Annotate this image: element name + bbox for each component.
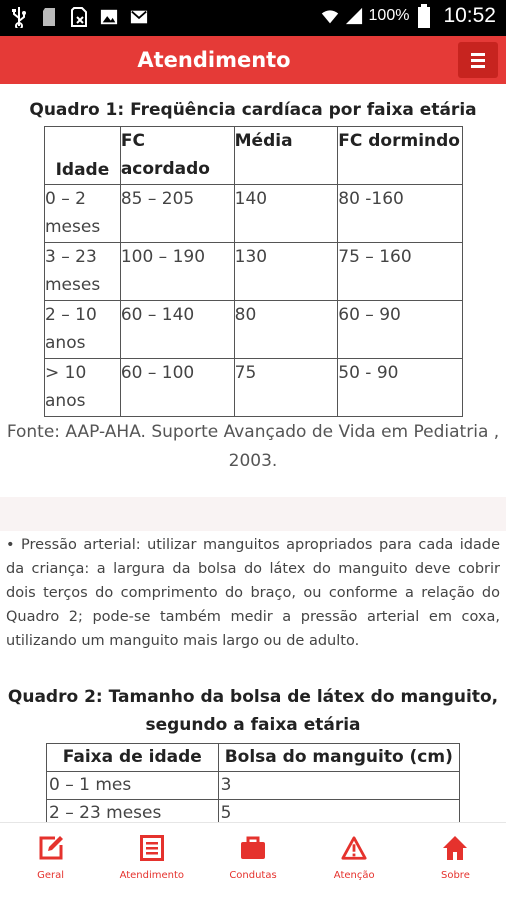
list-icon bbox=[139, 835, 165, 861]
clock: 10:52 bbox=[443, 4, 496, 27]
status-bar bbox=[0, 0, 506, 36]
wifi-icon bbox=[321, 5, 339, 27]
table-cell: 60 – 100 bbox=[120, 359, 234, 417]
system-icons bbox=[321, 4, 496, 28]
table-cell: 100 – 190 bbox=[120, 243, 234, 301]
usb-icon bbox=[10, 6, 28, 28]
table-header-row bbox=[45, 127, 463, 185]
action-bar bbox=[0, 36, 506, 84]
table-row bbox=[47, 800, 460, 823]
sd-card-icon bbox=[40, 6, 58, 28]
quadro2-subtitle: segundo a faixa etária bbox=[145, 715, 361, 735]
nav-label: Condutas bbox=[229, 870, 277, 881]
mail-icon bbox=[130, 6, 148, 28]
table-cell: 75 bbox=[234, 359, 338, 417]
table-cell: 50 - 90 bbox=[338, 359, 463, 417]
table-row bbox=[45, 301, 463, 359]
warning-icon bbox=[341, 835, 367, 861]
table-cell: 3 – 23 meses bbox=[45, 243, 121, 301]
nav-label: Sobre bbox=[440, 870, 470, 881]
nav-item-condutas[interactable] bbox=[202, 823, 303, 900]
battery-percent: 100% bbox=[368, 7, 410, 24]
content-area[interactable] bbox=[0, 84, 506, 822]
table-row bbox=[45, 185, 463, 243]
divider-band bbox=[0, 497, 506, 531]
image-icon bbox=[100, 6, 118, 28]
nav-label: Atendimento bbox=[119, 870, 185, 881]
table-cell: 5 bbox=[218, 800, 459, 823]
table-cell: 130 bbox=[234, 243, 338, 301]
briefcase-icon bbox=[240, 835, 266, 861]
bottom-navigation bbox=[0, 822, 506, 900]
nav-item-atencao[interactable] bbox=[304, 823, 405, 900]
table-cell: 2 – 10 anos bbox=[45, 301, 121, 359]
table-header-row bbox=[47, 744, 460, 772]
battery-icon bbox=[415, 5, 433, 27]
signal-icon bbox=[345, 5, 363, 27]
table-source: Fonte: AAP-AHA. Suporte Avançado de Vida em Pediatria , 2003. bbox=[6, 422, 500, 471]
table-header-cell: Faixa de idade bbox=[47, 744, 219, 772]
table-cell: 75 – 160 bbox=[338, 243, 463, 301]
edit-icon bbox=[38, 835, 64, 861]
menu-icon bbox=[471, 53, 485, 56]
table-header-cell: Bolsa do manguito (cm) bbox=[218, 744, 459, 772]
nav-item-atendimento[interactable] bbox=[101, 823, 202, 900]
table-row bbox=[47, 772, 460, 800]
table-cell: 0 – 2 meses bbox=[45, 185, 121, 243]
menu-button[interactable] bbox=[458, 42, 498, 78]
blood-pressure-paragraph: • Pressão arterial: utilizar manguitos apropriados para cada idade da criança: a largura da bolsa do látex do manguito deve cobrir dois terços do comprimento do braço, ou conforme a relação do Quadro 2; pode-se também medir a pressão arterial em coxa, utilizando um manguito mais largo ou de adulto. bbox=[6, 537, 500, 649]
home-icon bbox=[442, 835, 468, 861]
table-header-cell: FC dormindo bbox=[338, 127, 463, 185]
page-title: Atendimento bbox=[137, 48, 291, 72]
notification-icons bbox=[10, 6, 148, 28]
sim-x-icon bbox=[70, 6, 88, 28]
table-row bbox=[45, 359, 463, 417]
table-cell: 0 – 1 mes bbox=[47, 772, 219, 800]
table-cell: 80 bbox=[234, 301, 338, 359]
table-header-cell: Idade bbox=[45, 127, 121, 185]
nav-item-sobre[interactable] bbox=[405, 823, 506, 900]
nav-label: Atenção bbox=[333, 870, 375, 881]
quadro2-title: Quadro 2: Tamanho da bolsa de látex do manguito, bbox=[7, 687, 499, 707]
quadro1-title: Quadro 1: Freqüência cardíaca por faixa etária bbox=[29, 100, 477, 120]
nav-label: Geral bbox=[37, 870, 65, 881]
table-header-cell: Média bbox=[234, 127, 338, 185]
table-cell: 2 – 23 meses bbox=[47, 800, 219, 823]
table-cell: > 10 anos bbox=[45, 359, 121, 417]
nav-item-geral[interactable] bbox=[0, 823, 101, 900]
table-row bbox=[45, 243, 463, 301]
heart-rate-table bbox=[44, 126, 463, 417]
table-cell: 60 – 90 bbox=[338, 301, 463, 359]
table-cell: 140 bbox=[234, 185, 338, 243]
cuff-size-table bbox=[46, 743, 460, 822]
table-cell: 60 – 140 bbox=[120, 301, 234, 359]
table-cell: 85 – 205 bbox=[120, 185, 234, 243]
table-header-cell: FC acordado bbox=[120, 127, 234, 185]
table-cell: 80 -160 bbox=[338, 185, 463, 243]
table-cell: 3 bbox=[218, 772, 459, 800]
